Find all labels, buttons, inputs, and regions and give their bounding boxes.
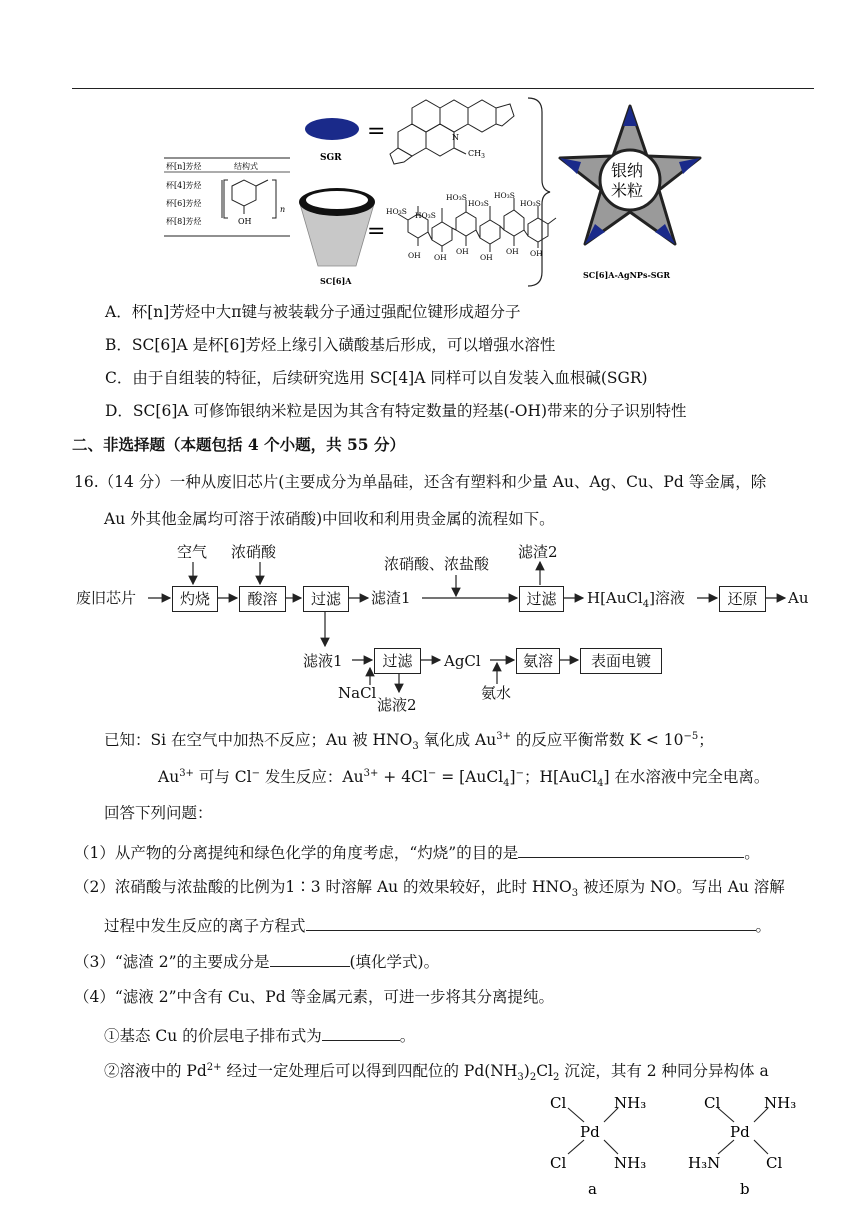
flow-nacl: NaCl <box>338 684 377 702</box>
q4-1-answer-blank[interactable] <box>322 1024 400 1041</box>
flow-reduce-box: 还原 <box>719 586 766 612</box>
flow-au: Au <box>788 589 809 607</box>
star-caption: SC[6]A-AgNPs-SGR <box>583 270 671 280</box>
flow-air: 空气 <box>177 543 208 561</box>
table-row-1: 杯[4]芳烃 <box>166 181 202 190</box>
oh-label-6: OH <box>530 249 543 258</box>
oh-label-5: OH <box>506 247 519 256</box>
isomer-b-tr: NH₃ <box>764 1094 797 1112</box>
oh-label-3: OH <box>456 247 469 256</box>
oh-label-1: OH <box>408 251 421 260</box>
so3h-label-4: HO₃S <box>468 199 489 208</box>
known-line-1: 已知：Si 在空气中加热不反应；Au 被 $HNO_3$ 氧化成 $Au^{3+}$ 的反应平衡常数 $K < 10^{-5}$； <box>104 730 714 753</box>
table-row-3: 杯[8]芳烃 <box>166 217 202 226</box>
so3h-label-6: HO₃S <box>520 199 541 208</box>
oh-label-4: OH <box>480 253 493 262</box>
flow-ammonia: 氨水 <box>481 684 512 702</box>
equals-sign-2: = <box>367 219 386 244</box>
pd-isomers <box>540 1090 820 1210</box>
sc6a-label: SC[6]A <box>320 276 352 286</box>
section-title: 二、非选择题（本题包括 4 个小题，共 55 分） <box>72 435 405 454</box>
table-n: n <box>280 205 286 214</box>
flow-agcl: AgCl <box>444 652 481 670</box>
isomer-b-br: Cl <box>766 1154 783 1172</box>
flow-mix-acid: 浓硝酸、浓盐酸 <box>384 555 490 573</box>
q4-text: （4）“滤液 2”中含有 Cu、Pd 等金属元素，可进一步将其分离提纯。 <box>74 988 555 1006</box>
flow-filter1-box: 过滤 <box>303 586 349 612</box>
flow-acid-box: 酸溶 <box>239 586 286 612</box>
flow-ammonia-dissolve-box: 氨溶 <box>516 648 560 674</box>
isomer-a-br: NH₃ <box>614 1154 647 1172</box>
isomer-b-label: b <box>740 1180 750 1198</box>
known-line-2: $Au^{3+}$ 可与 Cl− 发生反应：$Au^{3+} + 4Cl^-$ = [AuCl$_4$]−；H[AuCl$_4$] 在水溶液中完全电离。 <box>158 767 770 790</box>
isomer-b-center: Pd <box>730 1123 750 1141</box>
flow-filter2-box: 过滤 <box>519 586 564 612</box>
flow-filtrate2: 滤液2 <box>377 696 417 714</box>
option-d: D．SC[6]A 可修饰银纳米粒是因为其含有特定数量的羟基(-OH)带来的分子识别特性 <box>105 402 687 420</box>
table-head-2: 结构式 <box>234 162 258 171</box>
so3h-label-5: HO₃S <box>494 191 515 200</box>
option-c: C．由于自组装的特征，后续研究选用 SC[4]A 同样可以自发装入血根碱(SGR) <box>105 369 648 387</box>
isomer-a-tr: NH₃ <box>614 1094 647 1112</box>
q4-2-text: ②溶液中的 $Pd^{2+}$ 经过一定处理后可以得到四配位的 $Pd(NH_3)_2Cl_2$ 沉淀，其有 2 种同分异构体 a <box>104 1061 769 1084</box>
so3h-label-1: HO₃S <box>386 207 407 216</box>
flow-burn-box: 灼烧 <box>172 586 218 612</box>
isomer-a-center: Pd <box>580 1123 600 1141</box>
table-row-2: 杯[6]芳烃 <box>166 199 202 208</box>
equals-sign-1: = <box>367 119 386 144</box>
so3h-label-3: HO₃S <box>446 193 467 202</box>
sgr-label: SGR <box>320 153 342 163</box>
q3-answer-blank[interactable] <box>270 950 350 967</box>
table-oh: OH <box>238 217 252 226</box>
oh-label-2: OH <box>434 253 447 262</box>
q1-answer-blank[interactable] <box>518 841 744 858</box>
so3h-label-2: HO₃S <box>415 211 436 220</box>
q2-text: （2）浓硝酸与浓盐酸的比例为1∶3 时溶解 Au 的效果较好，此时 $HNO_3$ 被还原为 NO。写出 Au 溶解 <box>74 878 785 900</box>
isomer-a-bl: Cl <box>550 1154 567 1172</box>
option-a: A．杯[n]芳烃中大π键与被装载分子通过强配位键形成超分子 <box>105 303 521 321</box>
option-b: B．SC[6]A 是杯[6]芳烃上缘引入磺酸基后形成，可以增强水溶性 <box>105 336 556 354</box>
flow-plating-box: 表面电镀 <box>580 648 662 674</box>
q1-text: （1）从产物的分离提纯和绿色化学的角度考虑，“灼烧”的目的是 。 <box>74 841 760 863</box>
flow-residue2-top: 滤渣2 <box>518 543 558 561</box>
answer-prompt: 回答下列问题： <box>104 804 213 822</box>
star-text-1: 银纳 <box>611 161 644 180</box>
flow-filtrate1: 滤液1 <box>303 652 343 670</box>
q2-line-2: 过程中发生反应的离子方程式 。 <box>104 914 771 936</box>
q4-1-text: ①基态 Cu 的价层电子排布式为 。 <box>104 1024 415 1046</box>
flow-filter3-box: 过滤 <box>374 648 421 674</box>
isomer-a-tl: Cl <box>550 1094 567 1112</box>
n-label: N <box>452 133 459 142</box>
isomer-b-bl: H₃N <box>688 1154 721 1172</box>
q16-intro-1: 16.（14 分）一种从废旧芯片(主要成分为单晶硅，还含有塑料和少量 Au、Ag、Cu、Pd 等金属，除 <box>74 473 767 491</box>
ch3-label: $CH_3$ <box>468 149 485 160</box>
flow-conc-hno3: 浓硝酸 <box>231 543 277 561</box>
isomer-a-label: a <box>588 1180 597 1198</box>
flow-residue1: 滤渣1 <box>371 589 411 607</box>
flow-start: 废旧芯片 <box>76 589 137 607</box>
table-head-1: 杯[n]芳烃 <box>166 162 202 171</box>
q2-answer-blank[interactable] <box>306 914 756 931</box>
star-text-2: 米粒 <box>611 181 644 200</box>
q16-intro-2: Au 外其他金属均可溶于浓硝酸)中回收和利用贵金属的流程如下。 <box>104 510 555 528</box>
isomer-b-tl: Cl <box>704 1094 721 1112</box>
flow-haucl4: H[AuCl$_4$]溶液 <box>587 589 685 610</box>
q3-text: （3）“滤渣 2”的主要成分是 (填化学式)。 <box>74 950 439 972</box>
